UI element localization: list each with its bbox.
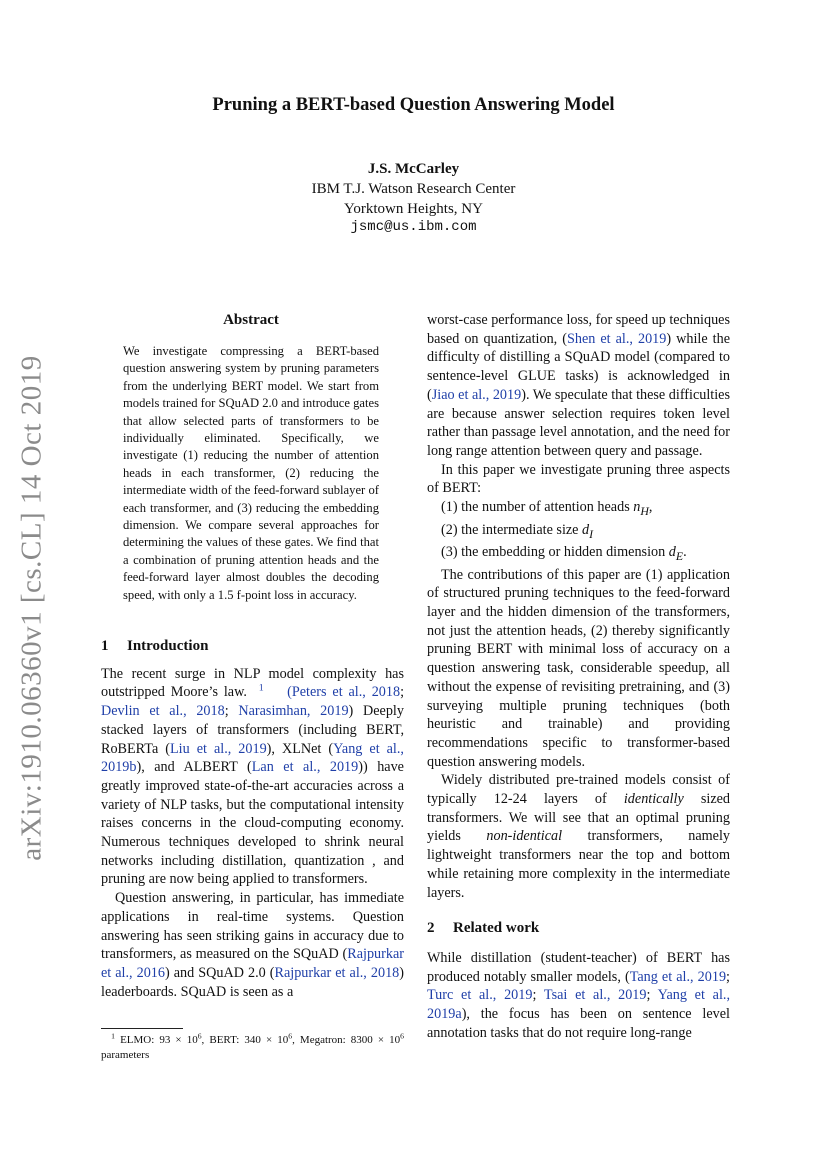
paragraph-layers: Widely distributed pre-trained models consist of typically 12-24 layers of identically sized transformers. We will see that an optimal pruning yields non-identical transformers, namely lightweight transformers near the top and bottom while retaining more complexity in the intermediate layers.: [427, 772, 731, 901]
footnote-link[interactable]: 1: [258, 682, 264, 694]
citation-link[interactable]: Narasimhan, 2019: [238, 703, 349, 720]
citation-link[interactable]: Rajpurkar et al., 2016: [101, 946, 404, 981]
intro-paragraph-2: Question answering, in particular, has immediate applications in real-time systems. Question answering has seen striking gains in accuracy due to transformers, as measured on the SQuAD (Rajpurkar et al., 2016) and SQuAD 2.0 (Rajpurkar et al., 2018) leaderboards. SQuAD is seen as a: [101, 890, 404, 1000]
abstract-text: We investigate compressing a BERT-based question answering system by pruning parameters from the underlying BERT model. We start from models trained for SQuAD 2.0 and introduce gates that allow selected parts of transformers to be individually eliminated. Specifically, we investigate (1) reducing the number of attention heads in each transformer, (2) reducing the intermediate width of the feed-forward sublayer of each transformer, and (3) reducing the embedding dimension. We compare several approaches for determining the values of these gates. We find that a combination of pruning attention heads and the feed-forward layer almost doubles the decoding speed, with only a 1.5 f-point loss in accuracy.: [123, 344, 380, 602]
footnote-rule: [101, 1028, 183, 1029]
citation-link[interactable]: Turc et al., 2019: [427, 987, 533, 1004]
right-column: [427, 311, 730, 1043]
citation-link[interactable]: Liu et al., 2019: [170, 740, 267, 757]
affiliation: [0, 179, 827, 219]
affiliation-line-2: Yorktown Heights, NY: [344, 201, 483, 217]
paper-title: Pruning a BERT-based Question Answering Model: [212, 95, 615, 115]
footnote: $^1$ ELMO: $93 \times 10^6$, BERT: $340 \times 10^6$, Megatron: $8300 \times 10^6$ parameters: [101, 1031, 404, 1061]
paragraph-related-work: While distillation (student-teacher) of BERT has produced notably smaller models, (Tang et al., 2019; Turc et al., 2019; Tsai et al., 2019; Yang et al., 2019a), the focus has been on sentence level annotation tasks that do not require long-range: [427, 949, 730, 1041]
list-item-intermediate-size: (2) the intermediate size $d_I$: [441, 521, 594, 541]
intro-section: [101, 637, 404, 1001]
paragraph-contributions: The contributions of this paper are (1) application of structured pruning techniques to the feed-forward layer and the hidden dimension of the transformers, not just the attention heads, (2) thereby significantly pruning BERT with minimal loss of accuracy on a question answering task, considerable speedup, all without the expense of revisiting pretraining, and (3) surveying multiple pruning techniques (both heuristic and trainable) and providing recommendations specific to transformer-based question answering models.: [427, 566, 730, 770]
section-number: 1: [101, 638, 109, 654]
intro-paragraph-1: The recent surge in NLP model complexity has outstripped Moore’s law. $^1$ (Peters et al., 2018; Devlin et al., 2018; Narasimhan, 2019) Deeply stacked layers of transformers (including BERT, RoBERTa (Liu et al., 2019), XLNet (Yang et al., 2019b), and ALBERT (Lan et al., 2019)) have greatly improved state-of-the-art accuracies across a variety of NLP tasks, but the computational intensity raises concerns in the cloud-computing economy. Numerous techniques developed to shrink neural networks including distillation, quantization , and pruning are now being applied to transformers.: [101, 665, 405, 888]
list-item-embedding-dimension: (3) the embedding or hidden dimension $d_E$.: [441, 544, 687, 563]
section-title: Related work: [453, 920, 540, 937]
citation-link[interactable]: (Peters et al., 2018: [287, 684, 401, 701]
citation-link[interactable]: Jiao et al., 2019: [431, 386, 522, 403]
citation-link[interactable]: Lan et al., 2019: [251, 759, 359, 776]
citation-link[interactable]: Yang et al., 2019b: [101, 740, 404, 776]
section-heading-related-work: [427, 919, 730, 938]
citation-link[interactable]: Rajpurkar et al., 2018: [274, 964, 400, 981]
abstract-heading: Abstract: [223, 312, 279, 328]
citation-link[interactable]: Tang et al., 2019: [629, 968, 727, 985]
arxiv-watermark: [12, 355, 52, 861]
citation-link[interactable]: Tsai et al., 2019: [543, 987, 647, 1004]
section-title: Introduction: [127, 638, 209, 654]
list-item-attention-heads: (1) the number of attention heads $n_H$,: [441, 499, 653, 518]
section-heading-introduction: [101, 637, 404, 656]
author-email[interactable]: jsmc@us.ibm.com: [350, 219, 477, 235]
paragraph-pruning-aspects: In this paper we investigate pruning three aspects of BERT:: [427, 461, 730, 497]
arxiv-id: arXiv:1910.06360v1 [cs.CL] 14 Oct 2019: [15, 355, 48, 861]
paragraph-quantization: worst-case performance loss, for speed up techniques based on quantization, (Shen et al., 2019) while the difficulty of distilling a SQuAD model (compared to sentence-level GLUE tasks) is acknowledged in (Jiao et al., 2019). We speculate that these difficulties are because answer selection requires token level rather than passage level annotation, and the need for long range attention between query and passage.: [427, 312, 731, 459]
affiliation-line-1: IBM T.J. Watson Research Center: [311, 181, 516, 197]
author-name: J.S. McCarley: [367, 161, 460, 177]
citation-link[interactable]: Shen et al., 2019: [566, 330, 667, 347]
section-number: 2: [427, 920, 435, 937]
citation-link[interactable]: Devlin et al., 2018: [101, 703, 225, 720]
footnote-mark: 1: [111, 1031, 115, 1041]
citation-link[interactable]: Yang et al., 2019a: [427, 987, 730, 1023]
